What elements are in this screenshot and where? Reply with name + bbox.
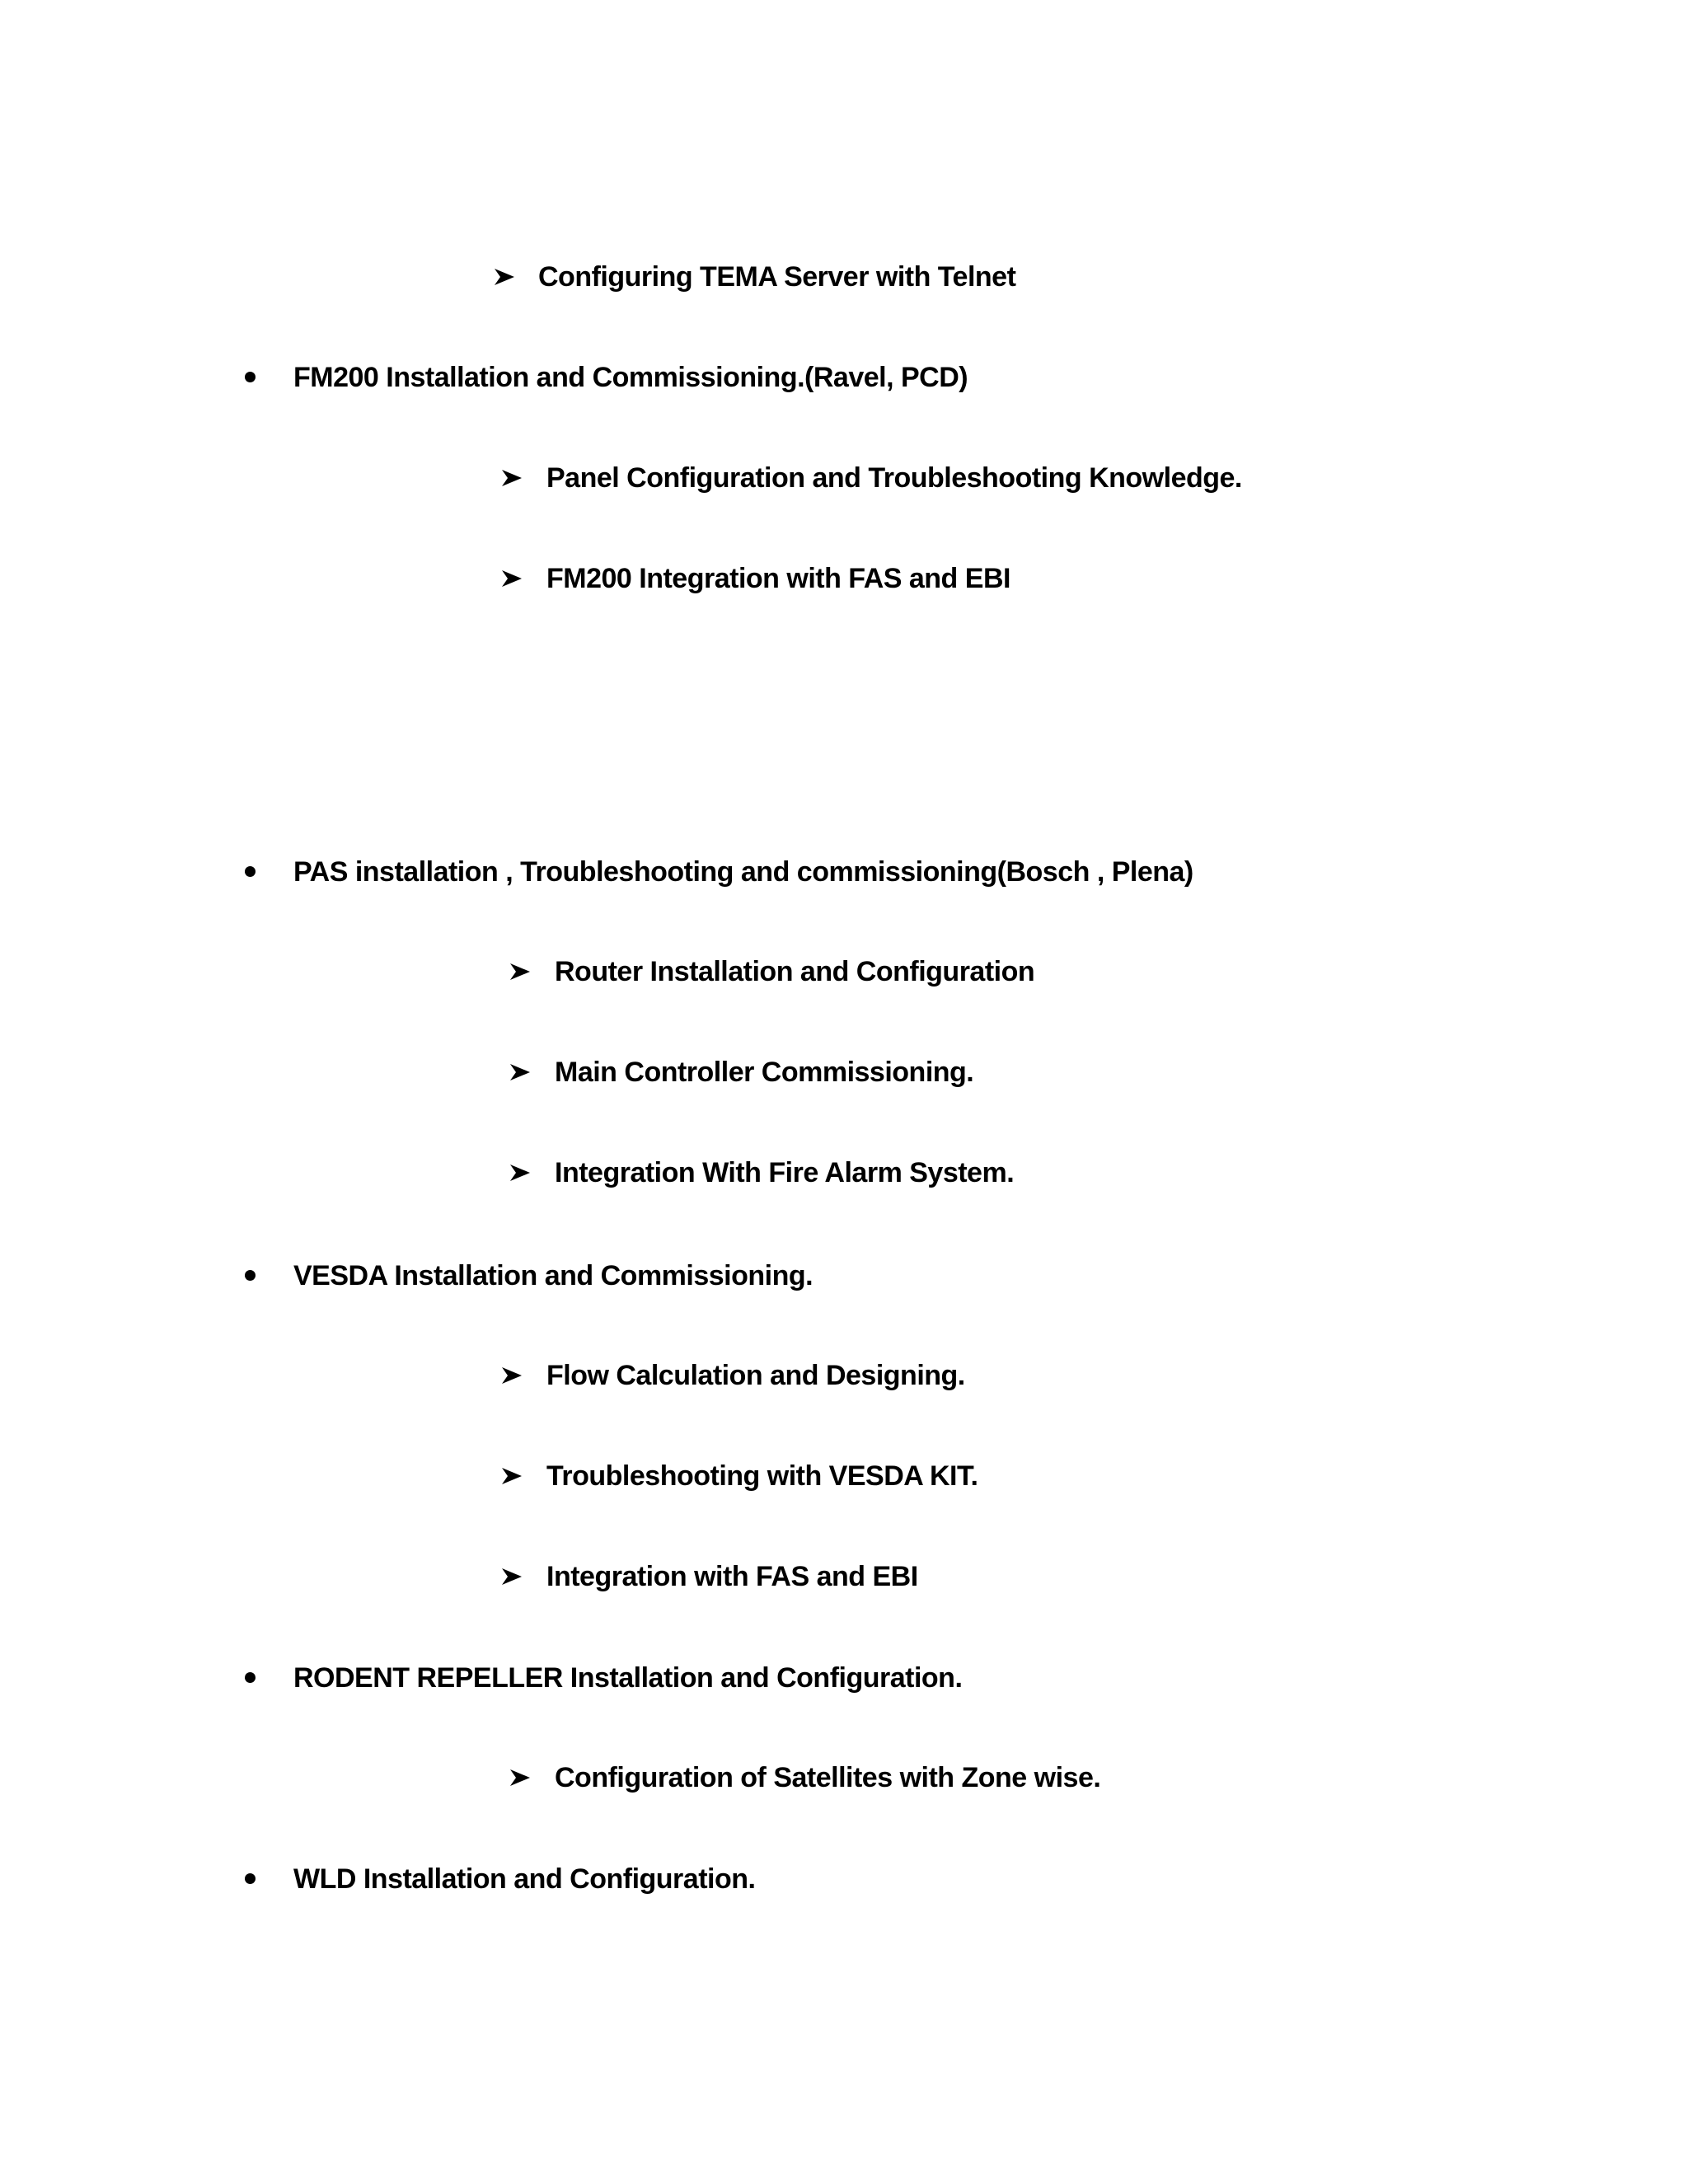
main-bullet-text: FM200 Installation and Commissioning.(Ravel, PCD)	[293, 361, 968, 393]
arrowhead-bullet-icon	[509, 1766, 532, 1789]
sub-bullet-text: Configuring TEMA Server with Telnet	[538, 260, 1016, 293]
main-bullet-text: RODENT REPELLER Installation and Configuration.	[293, 1661, 963, 1694]
sub-bullet-text: Integration With Fire Alarm System.	[555, 1156, 1015, 1188]
bullet-dot-icon	[245, 372, 256, 382]
bullet-dot-icon	[245, 866, 256, 877]
sub-bullet-text: Integration with FAS and EBI	[546, 1560, 918, 1592]
main-bullet-text: PAS installation , Troubleshooting and commissioning(Bosch , Plena)	[293, 855, 1193, 888]
main-bullet-text: WLD Installation and Configuration.	[293, 1863, 756, 1895]
sub-bullet-text: Configuration of Satellites with Zone wise.	[555, 1761, 1101, 1793]
arrowhead-bullet-icon	[509, 1161, 532, 1184]
sub-bullet-text: Main Controller Commissioning.	[555, 1056, 974, 1088]
arrowhead-bullet-icon	[509, 1061, 532, 1084]
bullet-dot-icon	[245, 1873, 256, 1884]
sub-bullet-text: FM200 Integration with FAS and EBI	[546, 562, 1010, 594]
sub-bullet-text: Flow Calculation and Designing.	[546, 1359, 965, 1391]
bullet-dot-icon	[245, 1270, 256, 1281]
arrowhead-bullet-icon	[500, 567, 523, 590]
arrowhead-bullet-icon	[509, 960, 532, 983]
main-bullet-text: VESDA Installation and Commissioning.	[293, 1259, 814, 1291]
arrowhead-bullet-icon	[500, 1465, 523, 1488]
arrowhead-bullet-icon	[500, 1565, 523, 1588]
arrowhead-bullet-icon	[500, 1364, 523, 1387]
sub-bullet-text: Router Installation and Configuration	[555, 955, 1035, 987]
sub-bullet-text: Troubleshooting with VESDA KIT.	[546, 1460, 978, 1492]
arrowhead-bullet-icon	[493, 265, 516, 288]
arrowhead-bullet-icon	[500, 466, 523, 490]
sub-bullet-text: Panel Configuration and Troubleshooting Knowledge.	[546, 462, 1242, 494]
bullet-dot-icon	[245, 1672, 256, 1683]
